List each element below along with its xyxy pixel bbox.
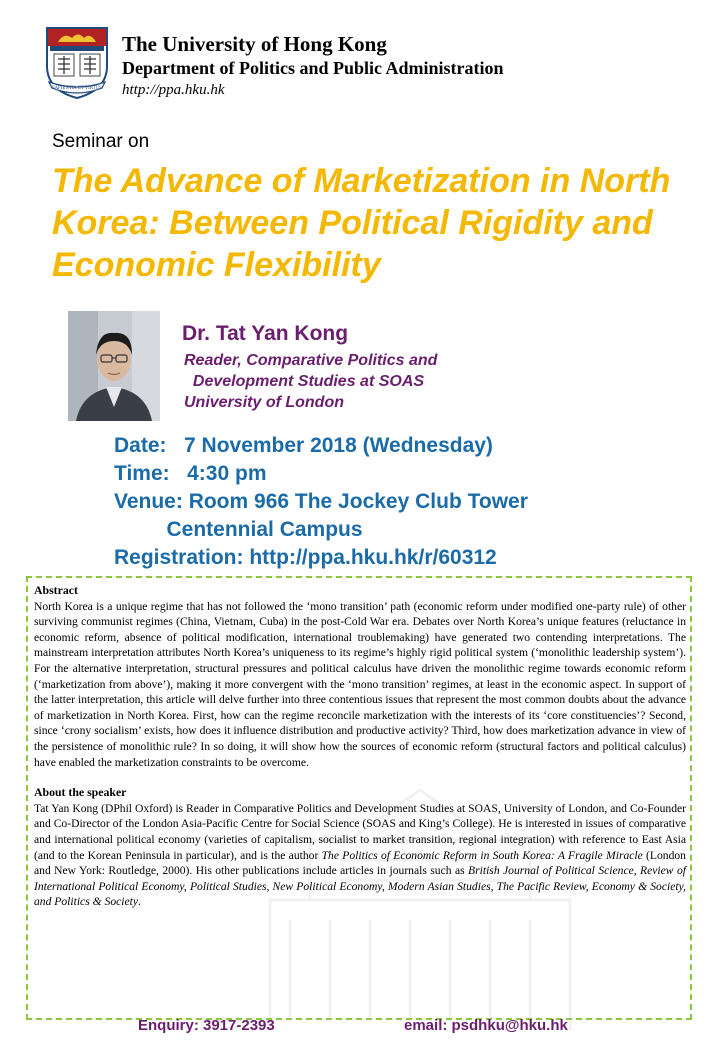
event-registration[interactable]: Registration: http://ppa.hku.hk/r/60312 (114, 546, 497, 569)
speaker-affiliation: Reader, Comparative Politics and Development Studies at SOAS University of London (184, 352, 438, 411)
about-speaker-text: Tat Yan Kong (DPhil Oxford) is Reader in Comparative Politics and Development Studies at SOAS, University of London, and Co-Founder and Co-Director of the London Asia-Pacific Centre for Social Science (SOAS and King’s College). He is interested in issues of comparative and international political economy (varieties of capitalism, socialist to market transition, regional integration) with reference to East Asia (and to the Korean Peninsula in particular), and is the author The Politics of Economic Reform in South Korea: A Fragile Miracle (London and New York: Routledge, 2000). His other publications include articles in journals such as British Journal of Political Science, Review of International Political Economy, Political Studies, New Political Economy, Modern Asian Studies, The Pacific Review, Economy & Society, and Politics & Society. (34, 801, 686, 909)
event-time: Time: 4:30 pm (114, 462, 267, 485)
enquiry-email[interactable]: email: psdhku@hku.hk (404, 1017, 568, 1034)
seminar-title: The Advance of Marketization in North Korea: Between Political Rigidity and Economic Flexibility (52, 162, 671, 284)
abstract-text: North Korea is a unique regime that has not followed the ‘mono transition’ path (economic reform under modified one-party rule) of other surviving communist regimes (China, Vietnam, Cuba) in the post-Cold War era. Debates over North Korea’s unique features (reluctance in economic reform, absence of political modification, international troublemaking) have generated two contending interpretations. The mainstream interpretation attributes North Korea’s uniqueness to its regime’s highly rigid political system (‘monolithic leadership system’). For the alternative interpretation, structural pressures and political calculus have driven the monolithic regime towards economic reform (‘marketization from above’), making it more convergent with the ‘mono transition’ regimes, at least in the economic aspect. In support of the latter interpretation, this article will delve further into three contentious issues that represent the most common doubts about the advance of marketization in North Korea. First, how can the regime reconcile marketization with the interests of its ‘core constituencies’? Second, since ‘crony socialism’ exists, how does it influence distribution and productive activity? Third, how does marketization advance in view of the persistence of monolithic rule? In so doing, it will show how the sources of economic reform (structural factors and political calculus) have enabled the marketization constraints to be overcome. (34, 599, 686, 769)
event-details (114, 432, 528, 572)
event-venue-line2: Centennial Campus (114, 518, 363, 541)
journal-list: British Journal of Political Science, Review of International Political Economy, Political Studies, New Political Economy, Modern Asian Studies, The Pacific Review, Economy & Society, and Politics & Society (34, 864, 686, 909)
speaker-name: Dr. Tat Yan Kong (182, 322, 349, 345)
speaker-photo (68, 311, 160, 421)
abstract-heading: Abstract (34, 583, 78, 597)
seminar-label: Seminar on (52, 131, 150, 152)
department-url[interactable]: http://ppa.hku.hk (122, 82, 225, 98)
event-venue: Venue: Room 966 The Jockey Club Tower (114, 490, 528, 513)
event-date: Date: 7 November 2018 (Wednesday) (114, 434, 493, 457)
university-name: The University of Hong Kong (122, 32, 387, 56)
department-name: Department of Politics and Public Administration (122, 58, 504, 78)
abstract-content (34, 583, 686, 910)
enquiry-phone: Enquiry: 3917-2393 (138, 1017, 275, 1034)
svg-text:SAPIENTIA ET VIRTUS: SAPIENTIA ET VIRTUS (51, 85, 103, 90)
book-title: The Politics of Economic Reform in South Korea: A Fragile Miracle (321, 848, 643, 862)
hku-crest-logo (44, 26, 110, 100)
about-speaker-heading: About the speaker (34, 785, 127, 800)
abstract-panel (26, 576, 692, 1020)
